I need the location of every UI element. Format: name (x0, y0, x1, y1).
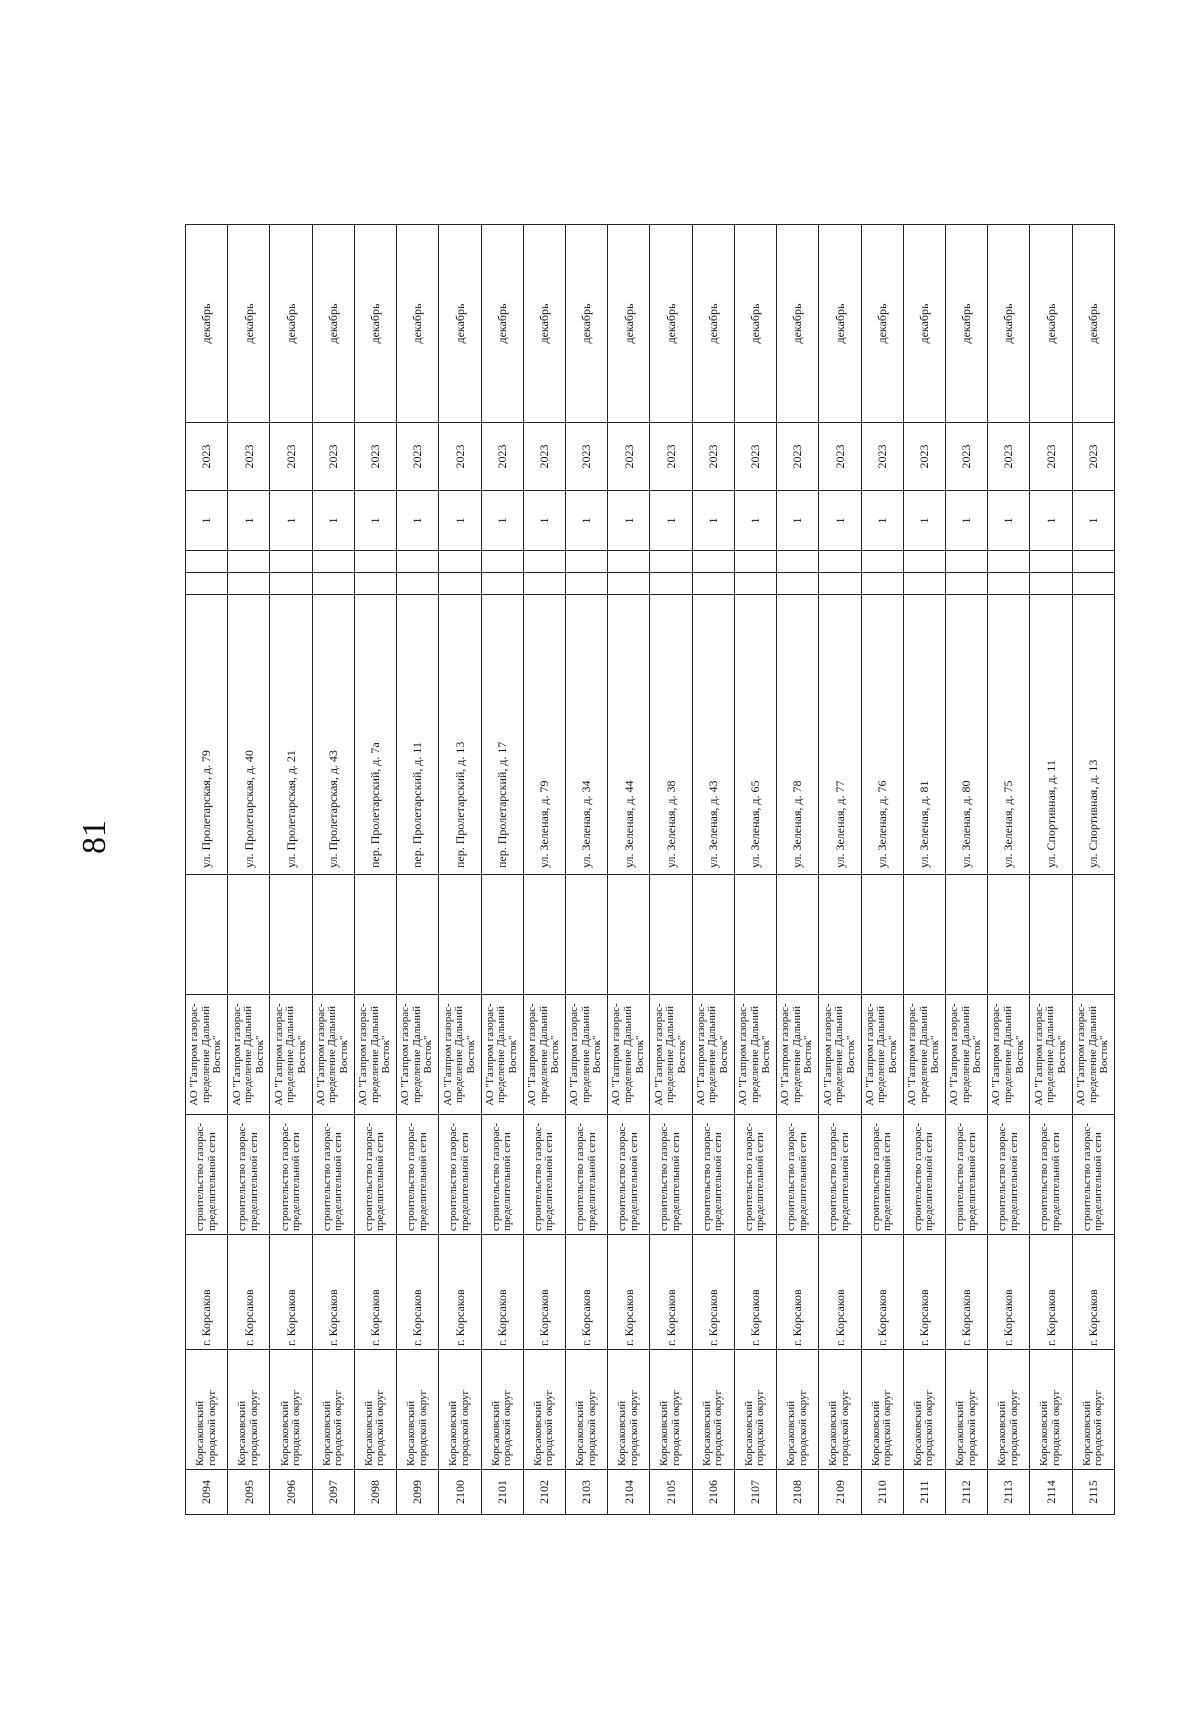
row-number: 2097 (312, 1470, 354, 1515)
table-row (861, 225, 903, 1515)
address-cell: ул. Пролетарская, д. 43 (312, 595, 354, 875)
year-cell: 2023 (1072, 423, 1114, 491)
row-number: 2109 (819, 1470, 861, 1515)
work-type-cell: строительство газорас-пределительной сети (397, 1115, 439, 1235)
address-cell: ул. Зеленая, д. 38 (650, 595, 692, 875)
settlement-cell: г. Корсаков (228, 1235, 270, 1350)
work-type-cell: строительство газорас-пределительной сети (186, 1115, 228, 1235)
municipality-cell: Корсаковский городской округ (734, 1350, 776, 1470)
empty-cell (186, 573, 228, 595)
address-cell: ул. Пролетарская, д. 79 (186, 595, 228, 875)
work-type-cell: строительство газорас-пределительной сети (945, 1115, 987, 1235)
municipality-cell: Корсаковский городской округ (903, 1350, 945, 1470)
empty-cell (1072, 573, 1114, 595)
empty-cell (481, 551, 523, 573)
row-number: 2100 (439, 1470, 481, 1515)
settlement-cell: г. Корсаков (819, 1235, 861, 1350)
table-row (228, 225, 270, 1515)
empty-cell (650, 551, 692, 573)
year-cell: 2023 (777, 423, 819, 491)
table-row (734, 225, 776, 1515)
settlement-cell: г. Корсаков (861, 1235, 903, 1350)
table-body (186, 225, 1115, 1515)
quantity-cell: 1 (397, 491, 439, 551)
organization-cell: АО "Газпром газорас-пределение Дальний Восток" (312, 995, 354, 1115)
address-cell: ул. Зеленая, д. 79 (523, 595, 565, 875)
municipality-cell: Корсаковский городской округ (481, 1350, 523, 1470)
settlement-cell: г. Корсаков (312, 1235, 354, 1350)
table-row (397, 225, 439, 1515)
table-wrapper (185, 225, 1115, 1515)
work-type-cell: строительство газорас-пределительной сети (481, 1115, 523, 1235)
empty-cell (819, 551, 861, 573)
empty-cell (312, 573, 354, 595)
address-cell: ул. Зеленая, д. 43 (692, 595, 734, 875)
table-row (565, 225, 607, 1515)
empty-cell (777, 875, 819, 995)
empty-cell (777, 573, 819, 595)
quantity-cell: 1 (481, 491, 523, 551)
month-cell: декабрь (1072, 225, 1114, 423)
empty-cell (692, 875, 734, 995)
organization-cell: АО "Газпром газорас-пределение Дальний Восток" (270, 995, 312, 1115)
empty-cell (354, 875, 396, 995)
row-number: 2105 (650, 1470, 692, 1515)
settlement-cell: г. Корсаков (565, 1235, 607, 1350)
table-row (777, 225, 819, 1515)
quantity-cell: 1 (650, 491, 692, 551)
row-number: 2113 (988, 1470, 1030, 1515)
settlement-cell: г. Корсаков (354, 1235, 396, 1350)
empty-cell (397, 573, 439, 595)
quantity-cell: 1 (608, 491, 650, 551)
year-cell: 2023 (481, 423, 523, 491)
year-cell: 2023 (397, 423, 439, 491)
table-row (903, 225, 945, 1515)
empty-cell (861, 573, 903, 595)
page-number: 81 (76, 820, 113, 854)
year-cell: 2023 (186, 423, 228, 491)
quantity-cell: 1 (186, 491, 228, 551)
empty-cell (692, 573, 734, 595)
settlement-cell: г. Корсаков (903, 1235, 945, 1350)
organization-cell: АО "Газпром газорас-пределение Дальний Восток" (734, 995, 776, 1115)
organization-cell: АО "Газпром газорас-пределение Дальний Восток" (397, 995, 439, 1115)
organization-cell: АО "Газпром газорас-пределение Дальний Восток" (354, 995, 396, 1115)
month-cell: декабрь (692, 225, 734, 423)
quantity-cell: 1 (1030, 491, 1072, 551)
municipality-cell: Корсаковский городской округ (650, 1350, 692, 1470)
empty-cell (186, 551, 228, 573)
month-cell: декабрь (608, 225, 650, 423)
month-cell: декабрь (819, 225, 861, 423)
table-row (270, 225, 312, 1515)
empty-cell (312, 875, 354, 995)
year-cell: 2023 (608, 423, 650, 491)
empty-cell (481, 573, 523, 595)
organization-cell: АО "Газпром газорас-пределение Дальний Восток" (228, 995, 270, 1115)
empty-cell (565, 573, 607, 595)
row-number: 2096 (270, 1470, 312, 1515)
quantity-cell: 1 (734, 491, 776, 551)
table-row (945, 225, 987, 1515)
municipality-cell: Корсаковский городской округ (565, 1350, 607, 1470)
municipality-cell: Корсаковский городской округ (1072, 1350, 1114, 1470)
year-cell: 2023 (650, 423, 692, 491)
organization-cell: АО "Газпром газорас-пределение Дальний Восток" (439, 995, 481, 1115)
year-cell: 2023 (903, 423, 945, 491)
address-cell: ул. Пролетарская, д. 40 (228, 595, 270, 875)
rotated-table-container (185, 225, 1115, 1515)
settlement-cell: г. Корсаков (397, 1235, 439, 1350)
empty-cell (1030, 551, 1072, 573)
empty-cell (988, 551, 1030, 573)
empty-cell (650, 573, 692, 595)
municipality-cell: Корсаковский городской округ (692, 1350, 734, 1470)
address-cell: ул. Спортивная, д. 11 (1030, 595, 1072, 875)
year-cell: 2023 (312, 423, 354, 491)
table-row (354, 225, 396, 1515)
empty-cell (861, 875, 903, 995)
work-type-cell: строительство газорас-пределительной сети (819, 1115, 861, 1235)
settlement-cell: г. Корсаков (945, 1235, 987, 1350)
empty-cell (312, 551, 354, 573)
empty-cell (439, 573, 481, 595)
month-cell: декабрь (777, 225, 819, 423)
empty-cell (354, 551, 396, 573)
year-cell: 2023 (523, 423, 565, 491)
empty-cell (608, 573, 650, 595)
organization-cell: АО "Газпром газорас-пределение Дальний Восток" (692, 995, 734, 1115)
year-cell: 2023 (270, 423, 312, 491)
work-type-cell: строительство газорас-пределительной сети (861, 1115, 903, 1235)
month-cell: декабрь (861, 225, 903, 423)
municipality-cell: Корсаковский городской округ (397, 1350, 439, 1470)
empty-cell (228, 551, 270, 573)
empty-cell (439, 875, 481, 995)
year-cell: 2023 (354, 423, 396, 491)
settlement-cell: г. Корсаков (1030, 1235, 1072, 1350)
municipality-cell: Корсаковский городской округ (270, 1350, 312, 1470)
row-number: 2108 (777, 1470, 819, 1515)
gasification-table (185, 224, 1115, 1515)
empty-cell (481, 875, 523, 995)
settlement-cell: г. Корсаков (608, 1235, 650, 1350)
municipality-cell: Корсаковский городской округ (988, 1350, 1030, 1470)
empty-cell (734, 573, 776, 595)
address-cell: ул. Зеленая, д. 76 (861, 595, 903, 875)
work-type-cell: строительство газорас-пределительной сети (439, 1115, 481, 1235)
year-cell: 2023 (945, 423, 987, 491)
work-type-cell: строительство газорас-пределительной сети (354, 1115, 396, 1235)
address-cell: ул. Зеленая, д. 78 (777, 595, 819, 875)
empty-cell (565, 875, 607, 995)
address-cell: ул. Зеленая, д. 75 (988, 595, 1030, 875)
table-row (523, 225, 565, 1515)
empty-cell (692, 551, 734, 573)
work-type-cell: строительство газорас-пределительной сети (312, 1115, 354, 1235)
row-number: 2102 (523, 1470, 565, 1515)
row-number: 2110 (861, 1470, 903, 1515)
month-cell: декабрь (397, 225, 439, 423)
empty-cell (523, 551, 565, 573)
empty-cell (819, 573, 861, 595)
row-number: 2106 (692, 1470, 734, 1515)
table-row (312, 225, 354, 1515)
work-type-cell: строительство газорас-пределительной сети (650, 1115, 692, 1235)
quantity-cell: 1 (1072, 491, 1114, 551)
empty-cell (439, 551, 481, 573)
row-number: 2095 (228, 1470, 270, 1515)
table-row (481, 225, 523, 1515)
address-cell: пер. Пролетарский, д. 11 (397, 595, 439, 875)
organization-cell: АО "Газпром газорас-пределение Дальний Восток" (565, 995, 607, 1115)
work-type-cell: строительство газорас-пределительной сети (270, 1115, 312, 1235)
address-cell: ул. Зеленая, д. 44 (608, 595, 650, 875)
work-type-cell: строительство газорас-пределительной сети (523, 1115, 565, 1235)
empty-cell (608, 551, 650, 573)
organization-cell: АО "Газпром газорас-пределение Дальний Восток" (650, 995, 692, 1115)
month-cell: декабрь (565, 225, 607, 423)
row-number: 2104 (608, 1470, 650, 1515)
municipality-cell: Корсаковский городской округ (1030, 1350, 1072, 1470)
work-type-cell: строительство газорас-пределительной сети (608, 1115, 650, 1235)
address-cell: пер. Пролетарский, д. 7а (354, 595, 396, 875)
settlement-cell: г. Корсаков (734, 1235, 776, 1350)
table-row (1072, 225, 1114, 1515)
work-type-cell: строительство газорас-пределительной сети (988, 1115, 1030, 1235)
empty-cell (777, 551, 819, 573)
quantity-cell: 1 (777, 491, 819, 551)
municipality-cell: Корсаковский городской округ (354, 1350, 396, 1470)
organization-cell: АО "Газпром газорас-пределение Дальний Восток" (988, 995, 1030, 1115)
work-type-cell: строительство газорас-пределительной сети (1030, 1115, 1072, 1235)
row-number: 2107 (734, 1470, 776, 1515)
month-cell: декабрь (945, 225, 987, 423)
empty-cell (354, 573, 396, 595)
table-row (608, 225, 650, 1515)
municipality-cell: Корсаковский городской округ (819, 1350, 861, 1470)
empty-cell (945, 875, 987, 995)
empty-cell (186, 875, 228, 995)
month-cell: декабрь (650, 225, 692, 423)
empty-cell (945, 573, 987, 595)
row-number: 2111 (903, 1470, 945, 1515)
quantity-cell: 1 (270, 491, 312, 551)
work-type-cell: строительство газорас-пределительной сети (692, 1115, 734, 1235)
empty-cell (734, 551, 776, 573)
quantity-cell: 1 (692, 491, 734, 551)
month-cell: декабрь (1030, 225, 1072, 423)
organization-cell: АО "Газпром газорас-пределение Дальний Восток" (1072, 995, 1114, 1115)
work-type-cell: строительство газорас-пределительной сети (777, 1115, 819, 1235)
organization-cell: АО "Газпром газорас-пределение Дальний Восток" (523, 995, 565, 1115)
empty-cell (988, 875, 1030, 995)
empty-cell (1072, 875, 1114, 995)
quantity-cell: 1 (819, 491, 861, 551)
settlement-cell: г. Корсаков (439, 1235, 481, 1350)
quantity-cell: 1 (861, 491, 903, 551)
year-cell: 2023 (734, 423, 776, 491)
quantity-cell: 1 (439, 491, 481, 551)
organization-cell: АО "Газпром газорас-пределение Дальний Восток" (861, 995, 903, 1115)
row-number: 2103 (565, 1470, 607, 1515)
empty-cell (608, 875, 650, 995)
month-cell: декабрь (903, 225, 945, 423)
row-number: 2115 (1072, 1470, 1114, 1515)
empty-cell (228, 573, 270, 595)
quantity-cell: 1 (228, 491, 270, 551)
quantity-cell: 1 (523, 491, 565, 551)
settlement-cell: г. Корсаков (988, 1235, 1030, 1350)
table-row (650, 225, 692, 1515)
address-cell: ул. Зеленая, д. 80 (945, 595, 987, 875)
address-cell: ул. Зеленая, д. 77 (819, 595, 861, 875)
row-number: 2099 (397, 1470, 439, 1515)
settlement-cell: г. Корсаков (481, 1235, 523, 1350)
empty-cell (903, 573, 945, 595)
work-type-cell: строительство газорас-пределительной сети (903, 1115, 945, 1235)
quantity-cell: 1 (354, 491, 396, 551)
empty-cell (270, 875, 312, 995)
table-row (186, 225, 228, 1515)
empty-cell (945, 551, 987, 573)
work-type-cell: строительство газорас-пределительной сети (565, 1115, 607, 1235)
month-cell: декабрь (354, 225, 396, 423)
year-cell: 2023 (228, 423, 270, 491)
address-cell: ул. Пролетарская, д. 21 (270, 595, 312, 875)
year-cell: 2023 (565, 423, 607, 491)
year-cell: 2023 (439, 423, 481, 491)
settlement-cell: г. Корсаков (650, 1235, 692, 1350)
empty-cell (228, 875, 270, 995)
work-type-cell: строительство газорас-пределительной сети (228, 1115, 270, 1235)
month-cell: декабрь (270, 225, 312, 423)
row-number: 2101 (481, 1470, 523, 1515)
empty-cell (397, 875, 439, 995)
empty-cell (861, 551, 903, 573)
settlement-cell: г. Корсаков (777, 1235, 819, 1350)
work-type-cell: строительство газорас-пределительной сети (1072, 1115, 1114, 1235)
empty-cell (819, 875, 861, 995)
empty-cell (650, 875, 692, 995)
municipality-cell: Корсаковский городской округ (312, 1350, 354, 1470)
empty-cell (523, 573, 565, 595)
table-row (439, 225, 481, 1515)
row-number: 2114 (1030, 1470, 1072, 1515)
month-cell: декабрь (988, 225, 1030, 423)
address-cell: пер. Пролетарский, д. 13 (439, 595, 481, 875)
empty-cell (565, 551, 607, 573)
settlement-cell: г. Корсаков (523, 1235, 565, 1350)
address-cell: ул. Зеленая, д. 34 (565, 595, 607, 875)
empty-cell (1072, 551, 1114, 573)
month-cell: декабрь (186, 225, 228, 423)
empty-cell (397, 551, 439, 573)
year-cell: 2023 (819, 423, 861, 491)
empty-cell (270, 551, 312, 573)
year-cell: 2023 (861, 423, 903, 491)
row-number: 2112 (945, 1470, 987, 1515)
empty-cell (270, 573, 312, 595)
organization-cell: АО "Газпром газорас-пределение Дальний Восток" (608, 995, 650, 1115)
address-cell: ул. Спортивная, д. 13 (1072, 595, 1114, 875)
year-cell: 2023 (988, 423, 1030, 491)
empty-cell (1030, 875, 1072, 995)
year-cell: 2023 (692, 423, 734, 491)
table-row (988, 225, 1030, 1515)
address-cell: ул. Зеленая, д. 81 (903, 595, 945, 875)
quantity-cell: 1 (565, 491, 607, 551)
empty-cell (903, 551, 945, 573)
organization-cell: АО "Газпром газорас-пределение Дальний Восток" (903, 995, 945, 1115)
municipality-cell: Корсаковский городской округ (523, 1350, 565, 1470)
municipality-cell: Корсаковский городской округ (186, 1350, 228, 1470)
month-cell: декабрь (439, 225, 481, 423)
organization-cell: АО "Газпром газорас-пределение Дальний Восток" (819, 995, 861, 1115)
empty-cell (734, 875, 776, 995)
quantity-cell: 1 (903, 491, 945, 551)
month-cell: декабрь (734, 225, 776, 423)
organization-cell: АО "Газпром газорас-пределение Дальний Восток" (777, 995, 819, 1115)
settlement-cell: г. Корсаков (1072, 1235, 1114, 1350)
month-cell: декабрь (481, 225, 523, 423)
year-cell: 2023 (1030, 423, 1072, 491)
settlement-cell: г. Корсаков (186, 1235, 228, 1350)
table-row (692, 225, 734, 1515)
work-type-cell: строительство газорас-пределительной сети (734, 1115, 776, 1235)
month-cell: декабрь (523, 225, 565, 423)
organization-cell: АО "Газпром газорас-пределение Дальний Восток" (1030, 995, 1072, 1115)
month-cell: декабрь (312, 225, 354, 423)
address-cell: ул. Зеленая, д. 65 (734, 595, 776, 875)
empty-cell (988, 573, 1030, 595)
quantity-cell: 1 (945, 491, 987, 551)
settlement-cell: г. Корсаков (692, 1235, 734, 1350)
empty-cell (903, 875, 945, 995)
empty-cell (1030, 573, 1072, 595)
organization-cell: АО "Газпром газорас-пределение Дальний Восток" (186, 995, 228, 1115)
settlement-cell: г. Корсаков (270, 1235, 312, 1350)
quantity-cell: 1 (312, 491, 354, 551)
municipality-cell: Корсаковский городской округ (861, 1350, 903, 1470)
row-number: 2094 (186, 1470, 228, 1515)
table-row (1030, 225, 1072, 1515)
table-row (819, 225, 861, 1515)
municipality-cell: Корсаковский городской округ (777, 1350, 819, 1470)
month-cell: декабрь (228, 225, 270, 423)
row-number: 2098 (354, 1470, 396, 1515)
address-cell: пер. Пролетарский, д. 17 (481, 595, 523, 875)
municipality-cell: Корсаковский городской округ (608, 1350, 650, 1470)
municipality-cell: Корсаковский городской округ (945, 1350, 987, 1470)
organization-cell: АО "Газпром газорас-пределение Дальний Восток" (481, 995, 523, 1115)
quantity-cell: 1 (988, 491, 1030, 551)
organization-cell: АО "Газпром газорас-пределение Дальний Восток" (945, 995, 987, 1115)
municipality-cell: Корсаковский городской округ (439, 1350, 481, 1470)
empty-cell (523, 875, 565, 995)
municipality-cell: Корсаковский городской округ (228, 1350, 270, 1470)
